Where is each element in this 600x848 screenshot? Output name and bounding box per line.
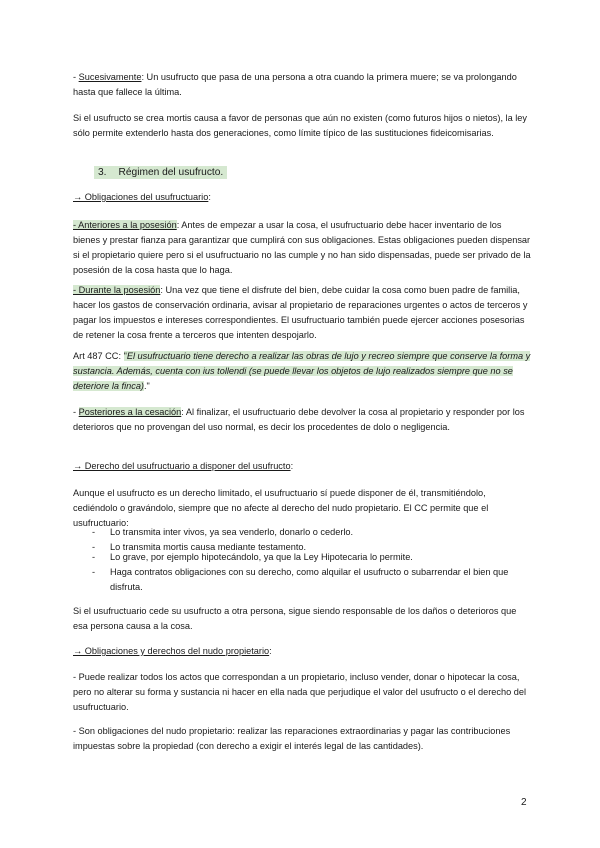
colon: : <box>269 646 272 656</box>
bullet-dash: - <box>92 527 96 537</box>
bullet-dash: - <box>92 567 96 577</box>
dash: - <box>73 407 79 417</box>
section-number: 3. <box>98 167 107 178</box>
paragraph-nudo-1: - Puede realizar todos los actos que correspondan a un propietario, incluso vender, donar o hipotecar la cosa, pero no alterar su forma y sustancia ni hacer en ella nada que perjudique el valor del usufructo o el derecho del usufructuario. <box>73 672 527 712</box>
paragraph-text: : Una vez que tiene el disfrute del bien, debe cuidar la cosa como buen padre de familia, hacer los gastos de conservación ordinaria, avisar al propietario de reparaciones urgentes o actos de terceros y pagar los impuestos e intereses correspondientes. El usufructuario también puede ejercer acciones posesorias de retener la cosa frente a terceros que intenten despojarlo. <box>73 285 528 340</box>
colon: : <box>208 192 211 202</box>
subheading-text: → Obligaciones y derechos del nudo propietario <box>73 646 270 656</box>
bullet-dash: - <box>92 542 96 552</box>
paragraph-posteriores <box>73 405 531 435</box>
quote-open: " <box>123 351 127 361</box>
section-title: Régimen del usufructo. <box>118 167 224 178</box>
paragraph-art-487 <box>73 349 531 394</box>
article-quote <box>73 351 530 391</box>
paragraph-sucesivamente <box>73 70 531 100</box>
list-item-text: Lo transmita inter vivos, ya sea venderlo, donarlo o cederlo. <box>110 527 354 537</box>
paragraph-durante <box>73 283 531 343</box>
subheading-text: → Derecho del usufructuario a disponer del usufructo <box>73 461 291 471</box>
paragraph-anteriores <box>73 218 531 278</box>
list-item-text: Haga contratos obligaciones con su derecho, como alquilar el usufructo o subarrendar el bien que disfruta. <box>110 567 509 592</box>
subheading-text: → Obligaciones del usufructuario <box>73 192 209 202</box>
subheading-derecho <box>73 459 531 474</box>
term-posteriores: Posteriores a la cesación <box>78 407 182 417</box>
term-durante: - Durante la posesión <box>73 285 161 295</box>
subheading-obligaciones <box>73 190 531 205</box>
paragraph-nudo-2: - Son obligaciones del nudo propietario: realizar las reparaciones extraordinarias y pagar las contribuciones impuestas sobre la propiedad (con derecho a exigir el interés legal de las cantidades). <box>73 726 511 751</box>
dash: - <box>73 72 79 82</box>
colon: : <box>290 461 294 471</box>
article-ref: Art 487 CC: <box>73 351 124 361</box>
paragraph-mortis-causa: Si el usufructo se crea mortis causa a favor de personas que aún no existen (como futuros hijos o nietos), la ley sólo permite extenderlo hasta dos generaciones, como límite típico de las sustituciones fideicomisarias. <box>73 113 527 138</box>
paragraph-derecho: Aunque el usufructo es un derecho limitado, el usufructuario sí puede disponer de él, transmitiéndolo, cediéndolo o gravándolo, siempre que no afecte al derecho del nudo propietario. El CC permite que el usufructuario: <box>73 488 489 528</box>
list-item-text: Lo transmita mortis causa mediante testamento. <box>110 542 307 552</box>
bullet-dash: - <box>92 552 96 562</box>
paragraph-text: : Un usufructo que pasa de una persona a otra cuando la primera muere; se va prolongando hasta que fallece la última. <box>73 72 517 97</box>
quote-text: El usufructuario tiene derecho a realizar las obras de lujo y recreo siempre que conserve la forma y sustancia. Además, cuenta con ius tollendi (se puede llevar los objetos de lujo realizados siempre que no se deteriore la finca) <box>73 351 531 391</box>
section-heading <box>94 166 227 179</box>
paragraph-text: : Al finalizar, el usufructuario debe devolver la cosa al propietario y responder por los deterioros que no provengan del uso normal, es decir los procedentes de dolo o negligencia. <box>73 407 525 432</box>
page-number: 2 <box>521 797 527 808</box>
quote-close: ." <box>143 381 150 391</box>
paragraph-text: : Antes de empezar a usar la cosa, el usufructuario debe hacer inventario de los bienes y prestar fianza para garantizar que cumplirá con sus obligaciones. Estas obligaciones pueden dispensar si el propietario quiere pero si el usufructuario no las cumple y no han sido dispensadas, puede ser privado de la posesión de la cosa hasta que lo haga. <box>73 220 531 275</box>
list-item-text: Lo grave, por ejemplo hipotecándolo, ya que la Ley Hipotecaria lo permite. <box>110 552 413 562</box>
term-sucesivamente: Sucesivamente <box>78 72 142 82</box>
term-anteriores: - Anteriores a la posesión <box>73 220 177 230</box>
subheading-nudo-propietario <box>73 644 531 659</box>
paragraph-cede: Si el usufructuario cede su usufructo a otra persona, sigue siendo responsable de los daños o deterioros que esa persona causa a la cosa. <box>73 606 517 631</box>
